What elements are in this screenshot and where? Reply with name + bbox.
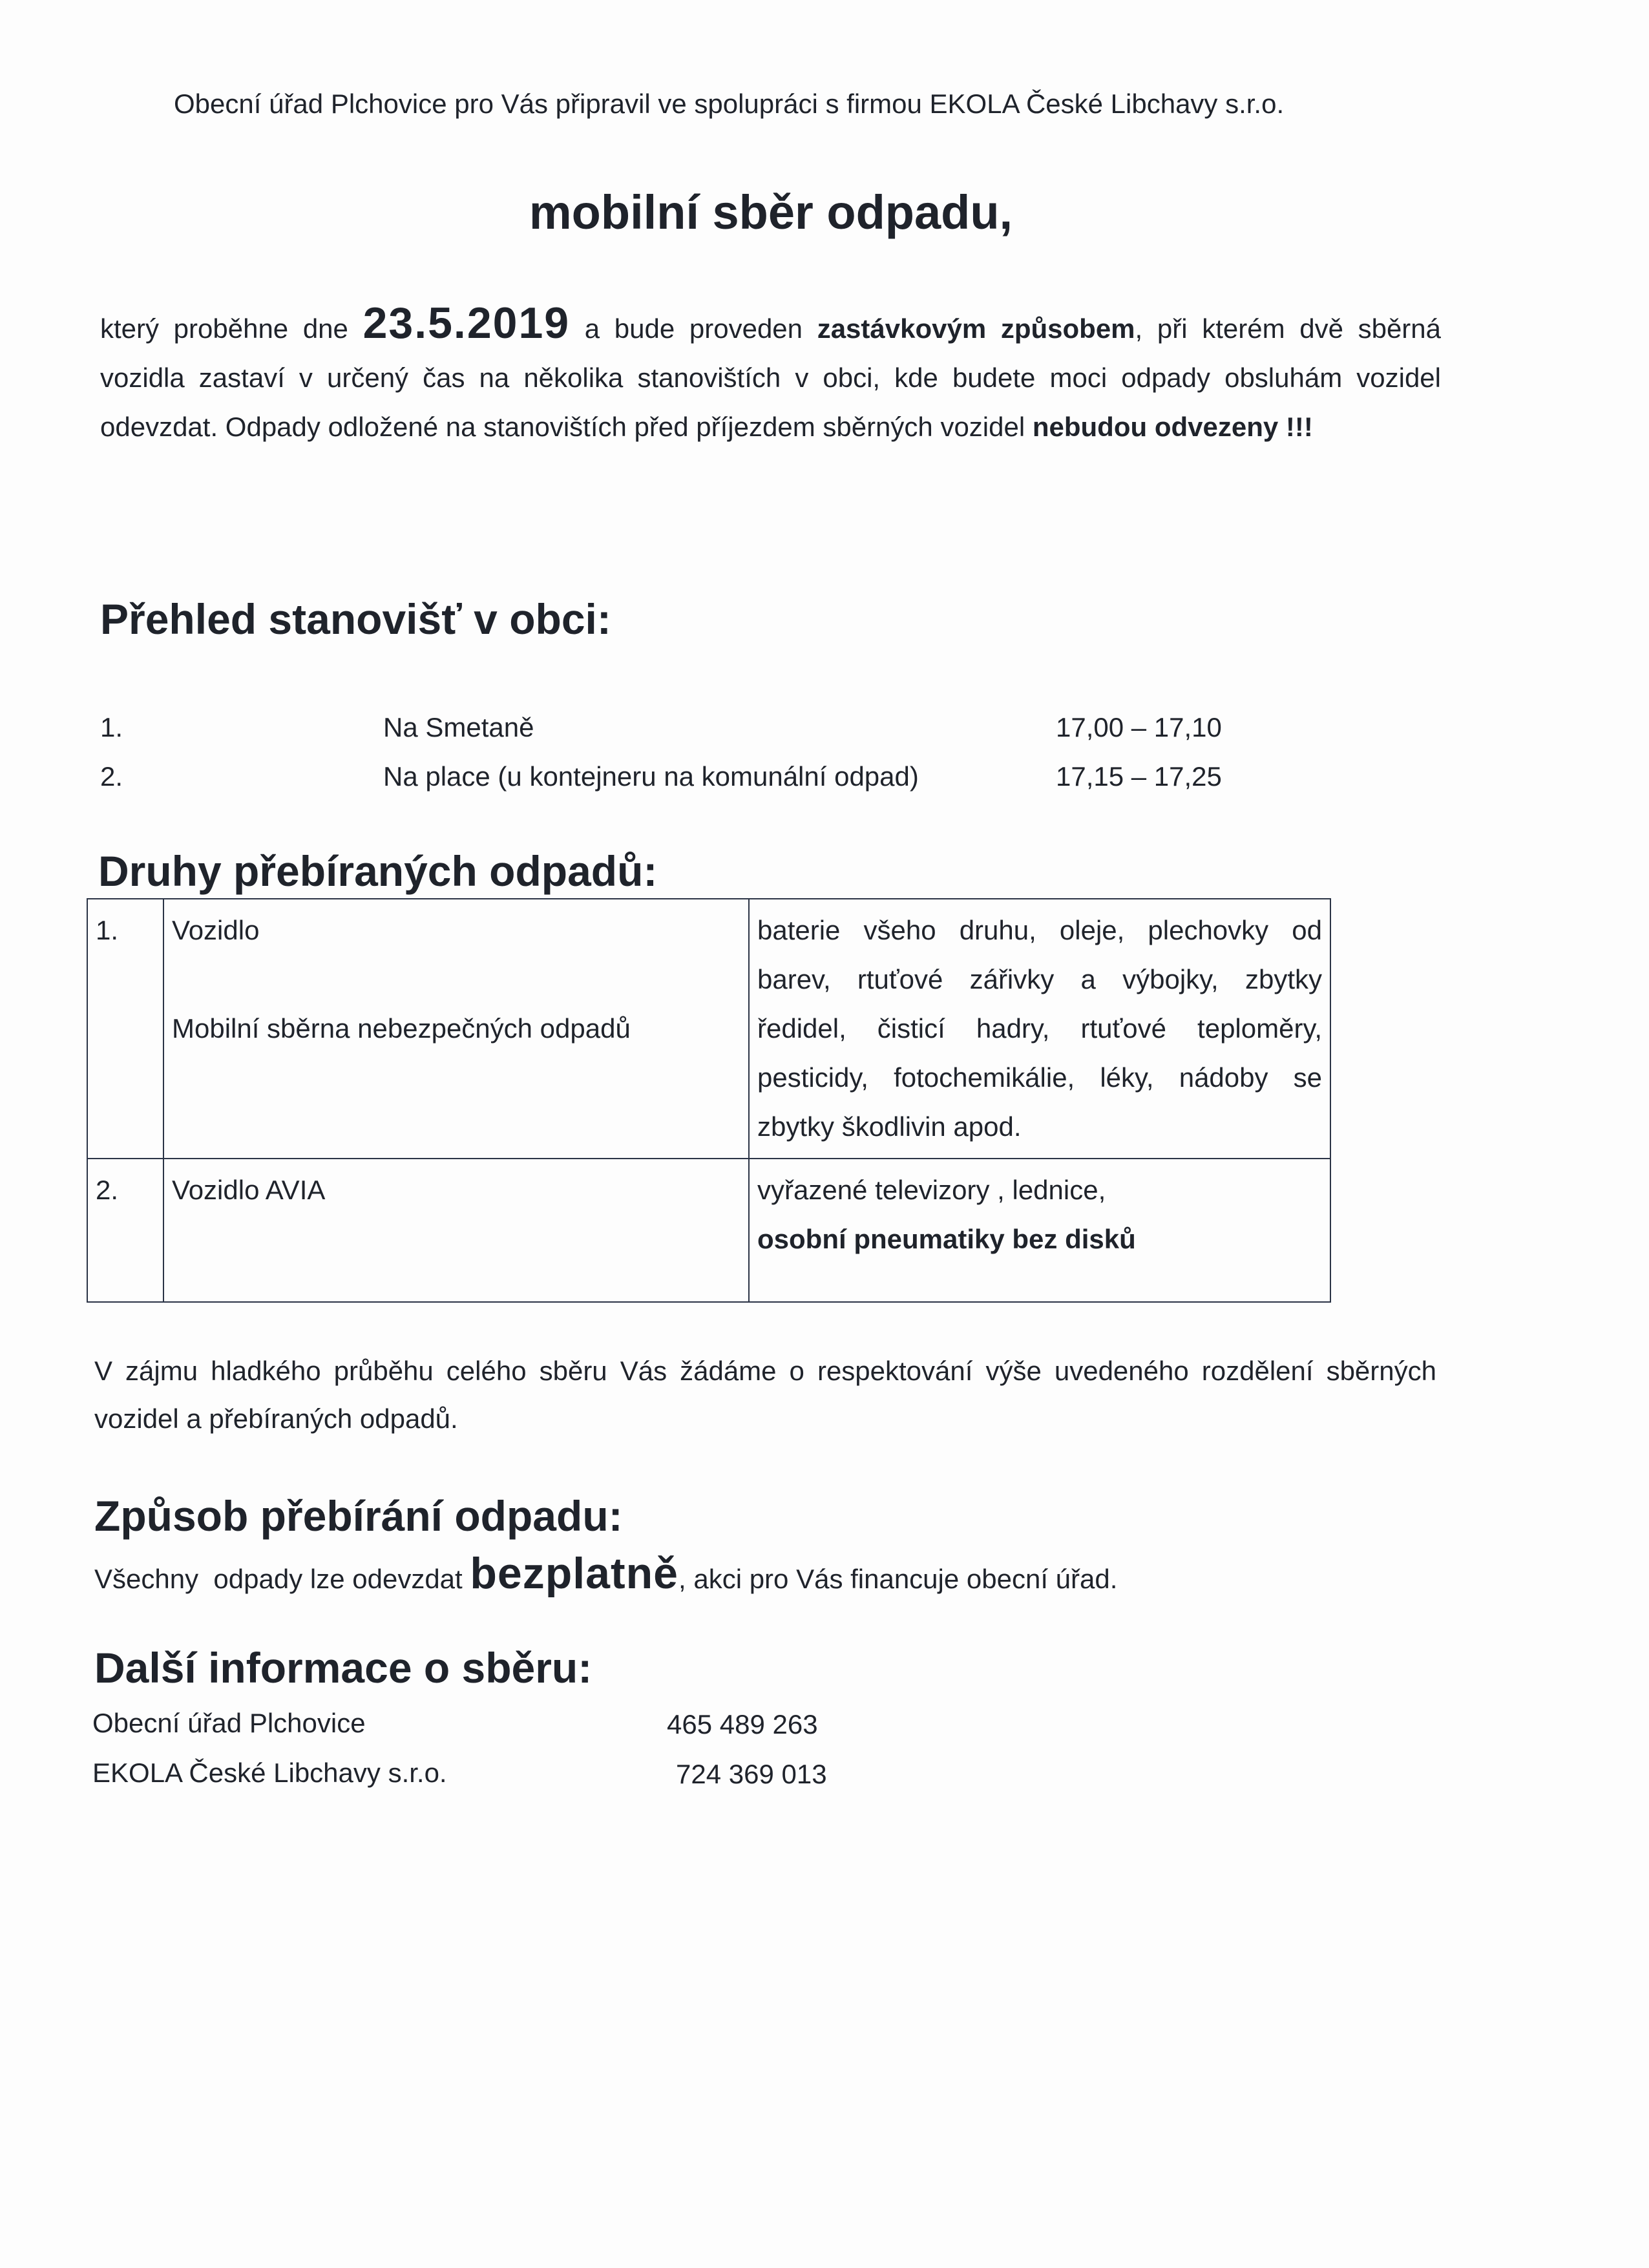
- table-row: [87, 1159, 1330, 1302]
- waste-table: [87, 898, 1331, 1303]
- contact-phone: 724 369 013: [676, 1759, 827, 1789]
- method-text-part: , akci pro Vás financuje obecní úřad.: [678, 1564, 1118, 1594]
- vehicle-name: Vozidlo: [172, 915, 260, 945]
- paragraph-text: který proběhne dne: [100, 313, 348, 344]
- table-row: [87, 899, 1330, 1159]
- row-number: 1.: [87, 899, 163, 1159]
- intro-paragraph: [100, 299, 1441, 452]
- warning-text: nebudou odvezeny !!!: [1032, 412, 1313, 442]
- paragraph-text: a bude proveden: [584, 313, 803, 344]
- waste-items-text: vyřazené televizory , lednice,: [757, 1175, 1106, 1205]
- page-title: mobilní sběr odpadu,: [529, 185, 1013, 239]
- method-heading: Způsob přebírání odpadu:: [94, 1492, 623, 1540]
- station-place: Na Smetaně: [383, 712, 534, 742]
- waste-items-bold: osobní pneumatiky bez disků: [757, 1224, 1136, 1254]
- waste-items: [749, 1159, 1330, 1302]
- waste-items: baterie všeho druhu, oleje, plechovky od barev, rtuťové zářivky a výbojky, zbytky ředidel, čisticí hadry, rtuťové teploměry, pesticidy, fotochemikálie, léky, nádoby se zbytky škodlivin apod.: [749, 899, 1330, 1159]
- method-text: [94, 1551, 1117, 1602]
- request-paragraph: V zájmu hladkého průběhu celého sběru Vás žádáme o respektování výše uvedeného rozdělení sběrných vozidel a přebíraných odpadů.: [94, 1356, 1436, 1434]
- station-time: 17,15 – 17,25: [1056, 761, 1222, 792]
- station-number: 2.: [100, 761, 123, 792]
- contact-name: EKOLA České Libchavy s.r.o.: [92, 1758, 447, 1788]
- method-text-part: Všechny odpady lze odevzdat: [94, 1564, 463, 1594]
- vehicle-description: Mobilní sběrna nebezpečných odpadů: [172, 1013, 631, 1044]
- stations-heading: Přehled stanovišť v obci:: [100, 595, 611, 643]
- waste-heading: Druhy přebíraných odpadů:: [98, 847, 658, 895]
- intro-text: Obecní úřad Plchovice pro Vás připravil ve spolupráci s firmou EKOLA České Libchavy s.r.o.: [174, 89, 1285, 119]
- row-number: 2.: [87, 1159, 163, 1302]
- vehicle-name: Vozidlo AVIA: [163, 1159, 749, 1302]
- vehicle-cell: [163, 899, 749, 1159]
- free-text: bezplatně: [470, 1549, 678, 1598]
- contact-name: Obecní úřad Plchovice: [92, 1708, 366, 1738]
- station-time: 17,00 – 17,10: [1056, 712, 1222, 742]
- paragraph-text: , při kterém dvě sběrná vozidla zastaví v určený čas na několika stanovištích v obci, kde budete moci odpady obsluhám vozidel odevzdat. Odpady odložené na stanovištích před příjezdem sběrných vozidel: [100, 313, 1442, 442]
- station-place: Na place (u kontejneru na komunální odpad): [383, 761, 919, 792]
- method-text: zastávkovým způsobem: [817, 313, 1135, 344]
- contacts-heading: Další informace o sběru:: [94, 1644, 593, 1692]
- event-date: 23.5.2019: [362, 299, 571, 348]
- contact-phone: 465 489 263: [667, 1709, 818, 1739]
- station-number: 1.: [100, 712, 123, 742]
